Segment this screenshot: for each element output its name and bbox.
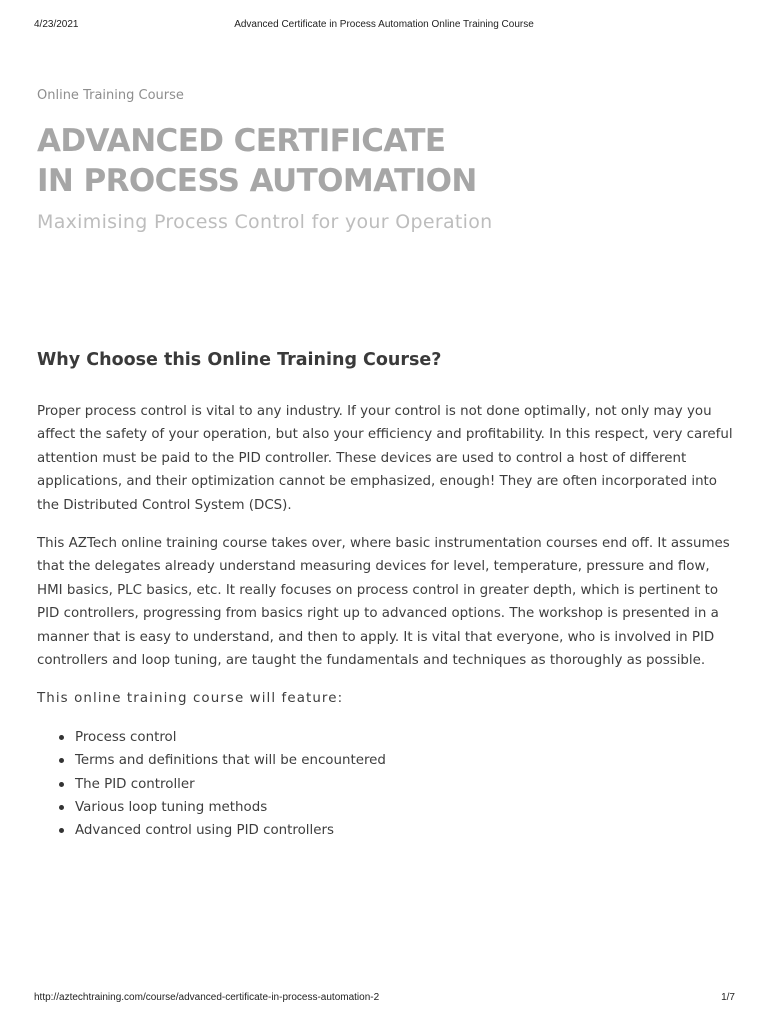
print-footer — [0, 992, 768, 1006]
feature-label: Process control — [75, 730, 177, 745]
course-title-line-1: ADVANCED CERTIFICATE — [37, 123, 446, 159]
eyebrow-label: Online Training Course — [37, 88, 184, 103]
bullet-icon — [59, 805, 64, 810]
feature-list-item — [37, 819, 386, 842]
course-title — [37, 121, 477, 201]
course-title-line-2: IN PROCESS AUTOMATION — [37, 163, 477, 199]
page-number: 1/7 — [721, 992, 735, 1003]
feature-label: The PID controller — [75, 776, 195, 792]
course-subtitle: Maximising Process Control for your Operation — [37, 211, 493, 233]
bullet-icon — [59, 782, 64, 787]
paragraph-details: This AZTech online training course takes over, where basic instrumentation courses end off. It assumes that the delegates already understand measuring devices for level, temperature, pressure and flow, HMI basics, PLC basics, etc. It really focuses on process control in greater depth, which is pertinent to PID controllers, progressing from basics right up to advanced options. The workshop is presented in a manner that is easy to understand, and then to apply. It is vital that everyone, who is involved in PID controllers and loop tuning, are taught the fundamentals and techniques as thoroughly as possible. — [37, 536, 730, 669]
feature-label: Terms and definitions that will be encountered — [75, 753, 386, 769]
feature-list — [37, 726, 386, 842]
print-date: 4/23/2021 — [34, 19, 79, 30]
paragraph-intro: Proper process control is vital to any industry. If your control is not done optimally, not only may you affect the safety of your operation, but also your efficiency and profitability. In this respect, very careful attention must be paid to the PID controller. These devices are used to control a host of different applications, and their optimization cannot be emphasized, enough! They are often incorporated into the Distributed Control System (DCS). — [37, 404, 733, 513]
feature-list-item — [37, 796, 386, 819]
feature-label: Various loop tuning methods — [75, 799, 268, 815]
bullet-icon — [59, 758, 64, 763]
feature-list-item — [37, 749, 386, 772]
print-header — [0, 19, 768, 33]
bullet-icon — [59, 828, 64, 833]
print-page-title: Advanced Certificate in Process Automation Online Training Course — [234, 19, 534, 30]
bullet-icon — [59, 735, 64, 740]
feature-label: Advanced control using PID controllers — [75, 823, 334, 839]
feature-intro: This online training course will feature: — [37, 691, 344, 706]
feature-list-item — [37, 773, 386, 796]
feature-list-item — [37, 726, 386, 749]
page-url: http://aztechtraining.com/course/advanced-certificate-in-process-automation-2 — [34, 992, 380, 1003]
section-heading: Why Choose this Online Training Course? — [37, 350, 442, 370]
